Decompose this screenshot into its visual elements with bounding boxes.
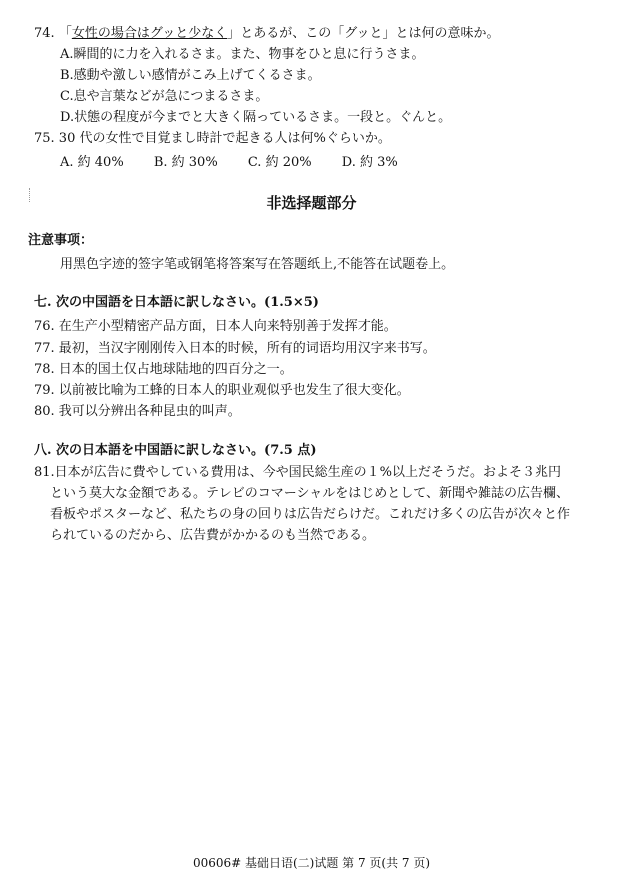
question-74-open-bracket: 「 bbox=[58, 26, 72, 41]
question-75-option-a: A. 約 40% bbox=[60, 155, 124, 170]
question-74-option-d: D.状態の程度が今までと大きく隔っているさま。一段と。ぐんと。 bbox=[60, 110, 452, 125]
section-title: 非选择题部分 bbox=[266, 194, 357, 212]
question-79: 79. 以前被比喻为工蜂的日本人的职业观似乎也发生了很大变化。 bbox=[34, 383, 410, 398]
question-75-option-b: B. 約 30% bbox=[153, 155, 218, 170]
notice-text: 用黑色字迹的签字笔或钢笔将答案写在答题纸上,不能答在试题卷上。 bbox=[60, 257, 455, 272]
question-74-quoted-phrase: 女性の場合はグッと少なく bbox=[71, 26, 228, 41]
question-74-option-c: C.息や言葉などが急につまるさま。 bbox=[60, 89, 269, 104]
question-74-number: 74. bbox=[34, 26, 55, 41]
question-75-options bbox=[60, 151, 424, 170]
question-76: 76. 在生产小型精密产品方面，日本人向来特别善于发挥才能。 bbox=[34, 319, 397, 334]
page-footer: 00606# 基础日语(二)试题 第 7 页(共 7 页) bbox=[192, 856, 431, 870]
question-81-line-3: 看板やポスターなど、私たちの身の回りは広告だらけだ。これだけ多くの広告が次々と作 bbox=[50, 507, 571, 522]
question-81-line-2: という莫大な金額である。テレビのコマーシャルをはじめとして、新聞や雑誌の広告欄、 bbox=[50, 486, 569, 501]
question-81-line-1: 81.日本が広告に費やしている費用は、今や国民総生産の１%以上だそうだ。およそ３兆円 bbox=[34, 465, 562, 480]
question-75-option-d: D. 約 3% bbox=[341, 155, 398, 170]
question-74-option-a: A.瞬間的に力を入れるさま。また、物事をひと息に行うさま。 bbox=[60, 47, 425, 62]
question-74 bbox=[34, 25, 500, 43]
question-74-prompt: 」とあるが、この「グッと」とは何の意味か。 bbox=[227, 26, 500, 41]
question-78: 78. 日本的国土仅占地球陆地的四百分之一。 bbox=[34, 362, 293, 377]
question-75: 75. 30 代の女性で目覚まし時計で起きる人は何%ぐらいか。 bbox=[34, 131, 391, 146]
question-81-line-4: られているのだから、広告費がかかるのも当然である。 bbox=[50, 528, 376, 543]
question-80: 80. 我可以分辨出各种昆虫的叫声。 bbox=[34, 404, 241, 419]
question-75-option-c: C. 約 20% bbox=[247, 155, 312, 170]
question-77: 77. 最初，当汉字刚刚传入日本的时候，所有的词语均用汉字来书写。 bbox=[34, 341, 436, 356]
question-74-option-b: B.感動や激しい感情がこみ上げてくるさま。 bbox=[60, 68, 321, 83]
notice-heading: 注意事项： bbox=[28, 233, 94, 248]
part-8-heading: 八. 次の日本語を中国語に訳しなさい。(7.5 点) bbox=[34, 443, 317, 458]
part-7-heading: 七. 次の中国語を日本語に訳しなさい。(1.5×5) bbox=[34, 295, 319, 310]
